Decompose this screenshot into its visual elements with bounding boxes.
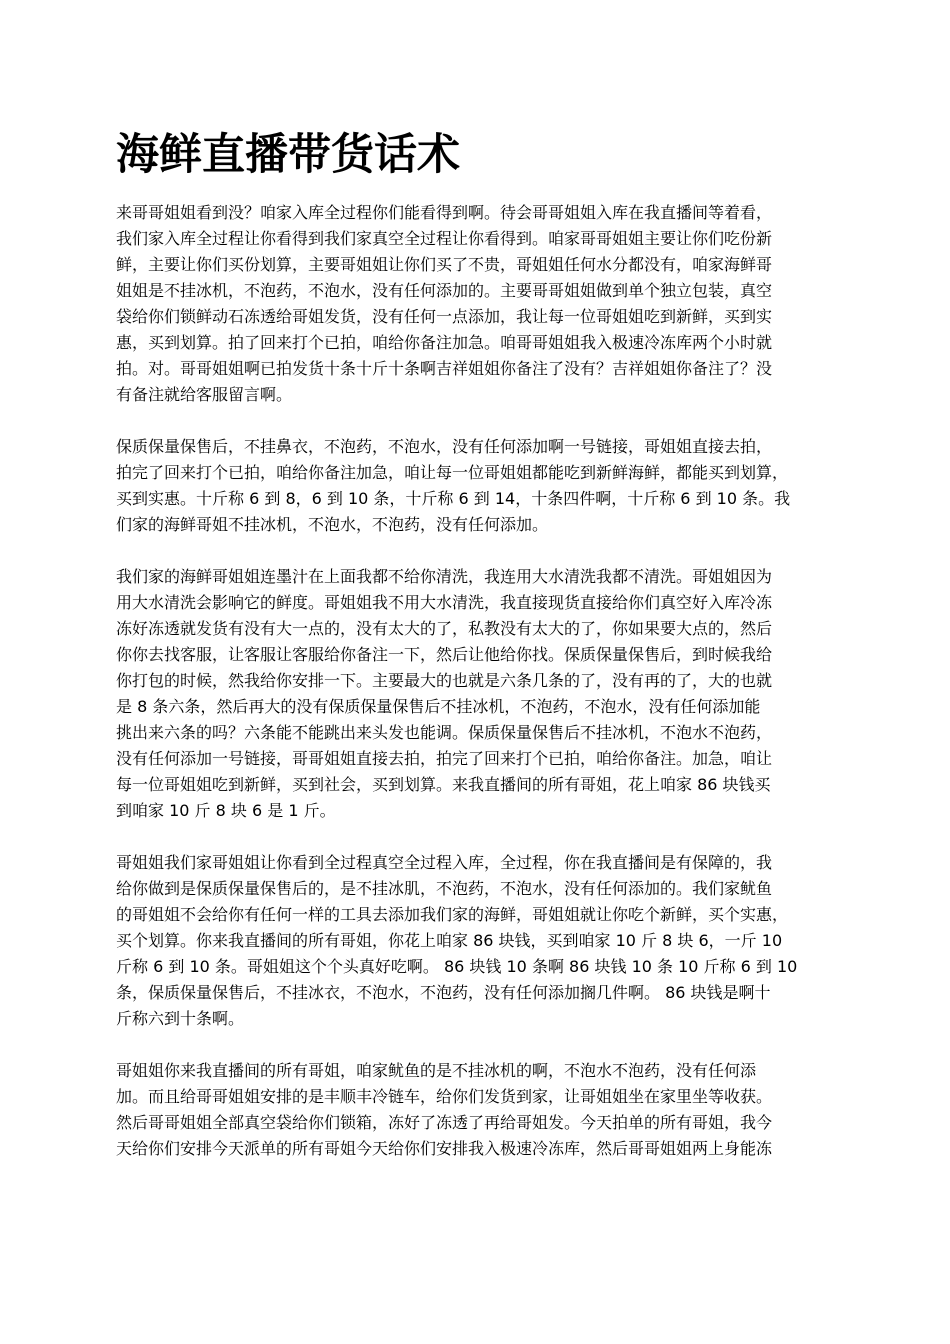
text-line: 用大水清洗会影响它的鲜度。哥姐姐我不用大水清洗，我直接现货直接给你们真空好入库冷冻 [116, 593, 773, 612]
text-line: 到咱家 10 斤 8 块 6 是 1 斤。 [116, 801, 336, 820]
text-line: 斤称六到十条啊。 [116, 1009, 245, 1028]
text-line: 拍完了回来打个已拍，咱给你备注加急，咱让每一位哥姐姐都能吃到新鲜海鲜，都能买到划算， [116, 463, 789, 482]
text-line: 加。而且给哥哥姐姐安排的是丰顺丰冷链车，给你们发货到家，让哥姐姐坐在家里坐等收获。 [116, 1087, 773, 1106]
text-line: 惠，买到划算。拍了回来打个已拍，咱给你备注加急。咱哥哥姐姐我入极速冷冻库两个小时就 [116, 333, 773, 352]
text-line: 你你去找客服，让客服让客服给你备注一下，然后让他给你找。保质保量保售后，到时候我给 [116, 645, 773, 664]
text-line: 的哥姐姐不会给你有任何一样的工具去添加我们家的海鲜，哥姐姐就让你吃个新鲜，买个实惠， [116, 905, 789, 924]
paragraph-4 [116, 850, 846, 1032]
text-line: 我们家入库全过程让你看得到我们家真空全过程让你看得到。咱家哥哥姐姐主要让你们吃份新 [116, 229, 773, 248]
text-line: 冻好冻透就发货有没有大一点的，没有太大的了，私教没有太大的了，你如果要大点的，然后 [116, 619, 773, 638]
text-line: 拍。对。哥哥姐姐啊已拍发货十条十斤十条啊吉祥姐姐你备注了没有？吉祥姐姐你备注了？没 [116, 359, 773, 378]
text-line: 我们家的海鲜哥姐姐连墨汁在上面我都不给你清洗，我连用大水清洗我都不清洗。哥姐姐因为 [116, 567, 773, 586]
text-line: 每一位哥姐姐吃到新鲜，买到社会，买到划算。来我直播间的所有哥姐，花上咱家 86 块钱买 [116, 775, 771, 794]
text-line: 鲜，主要让你们买份划算，主要哥姐姐让你们买了不贵，哥姐姐任何水分都没有，咱家海鲜哥 [116, 255, 773, 274]
text-line: 天给你们安排今天派单的所有哥姐今天给你们安排我入极速冷冻库，然后哥哥姐姐两上身能冻 [116, 1139, 773, 1158]
document-body [116, 200, 846, 1188]
text-line: 买到实惠。十斤称 6 到 8，6 到 10 条，十斤称 6 到 14，十条四件啊，十斤称 6 到 10 条。我 [116, 489, 791, 508]
text-line: 姐姐是不挂冰机，不泡药，不泡水，没有任何添加的。主要哥哥姐姐做到单个独立包装，真空 [116, 281, 773, 300]
paragraph-1 [116, 200, 846, 408]
text-line: 条，保质保量保售后，不挂冰衣，不泡水，不泡药，没有任何添加搁几件啊。 86 块钱是啊十 [116, 983, 771, 1002]
text-line: 给你做到是保质保量保售后的，是不挂冰肌，不泡药，不泡水，没有任何添加的。我们家鱿鱼 [116, 879, 773, 898]
text-line: 然后哥哥姐姐全部真空袋给你们锁箱，冻好了冻透了再给哥姐发。今天拍单的所有哥姐，我今 [116, 1113, 773, 1132]
paragraph-3 [116, 564, 846, 824]
text-line: 是 8 条六条，然后再大的没有保质保量保售后不挂冰机，不泡药，不泡水，没有任何添加能 [116, 697, 761, 716]
text-line: 保质保量保售后，不挂鼻衣，不泡药，不泡水，没有任何添加啊一号链接，哥姐姐直接去拍， [116, 437, 773, 456]
text-line: 没有任何添加一号链接，哥哥姐姐直接去拍，拍完了回来打个已拍，咱给你备注。加急，咱让 [116, 749, 773, 768]
paragraph-5 [116, 1058, 846, 1162]
text-line: 挑出来六条的吗？六条能不能跳出来头发也能调。保质保量保售后不挂冰机，不泡水不泡药， [116, 723, 773, 742]
text-line: 来哥哥姐姐看到没？咱家入库全过程你们能看得到啊。待会哥哥姐姐入库在我直播间等着看， [116, 203, 773, 222]
text-line: 有备注就给客服留言啊。 [116, 385, 293, 404]
text-line: 你打包的时候，然我给你安排一下。主要最大的也就是六条几条的了，没有再的了，大的也就 [116, 671, 773, 690]
text-line: 们家的海鲜哥姐不挂冰机，不泡水，不泡药，没有任何添加。 [116, 515, 549, 534]
paragraph-2 [116, 434, 846, 538]
text-line: 袋给你们锁鲜动石冻透给哥姐发货，没有任何一点添加，我让每一位哥姐姐吃到新鲜，买到实 [116, 307, 773, 326]
text-line: 哥姐姐我们家哥姐姐让你看到全过程真空全过程入库，全过程，你在我直播间是有保障的，我 [116, 853, 773, 872]
text-line: 斤称 6 到 10 条。哥姐姐这个个头真好吃啊。 86 块钱 10 条啊 86 块钱 10 条 10 斤称 6 到 10 [116, 957, 798, 976]
document-title: 海鲜直播带货话术 [116, 130, 460, 180]
text-line: 哥姐姐你来我直播间的所有哥姐，咱家鱿鱼的是不挂冰机的啊，不泡水不泡药，没有任何添 [116, 1061, 757, 1080]
text-line: 买个划算。你来我直播间的所有哥姐，你花上咱家 86 块钱，买到咱家 10 斤 8 块 6，一斤 10 [116, 931, 783, 950]
